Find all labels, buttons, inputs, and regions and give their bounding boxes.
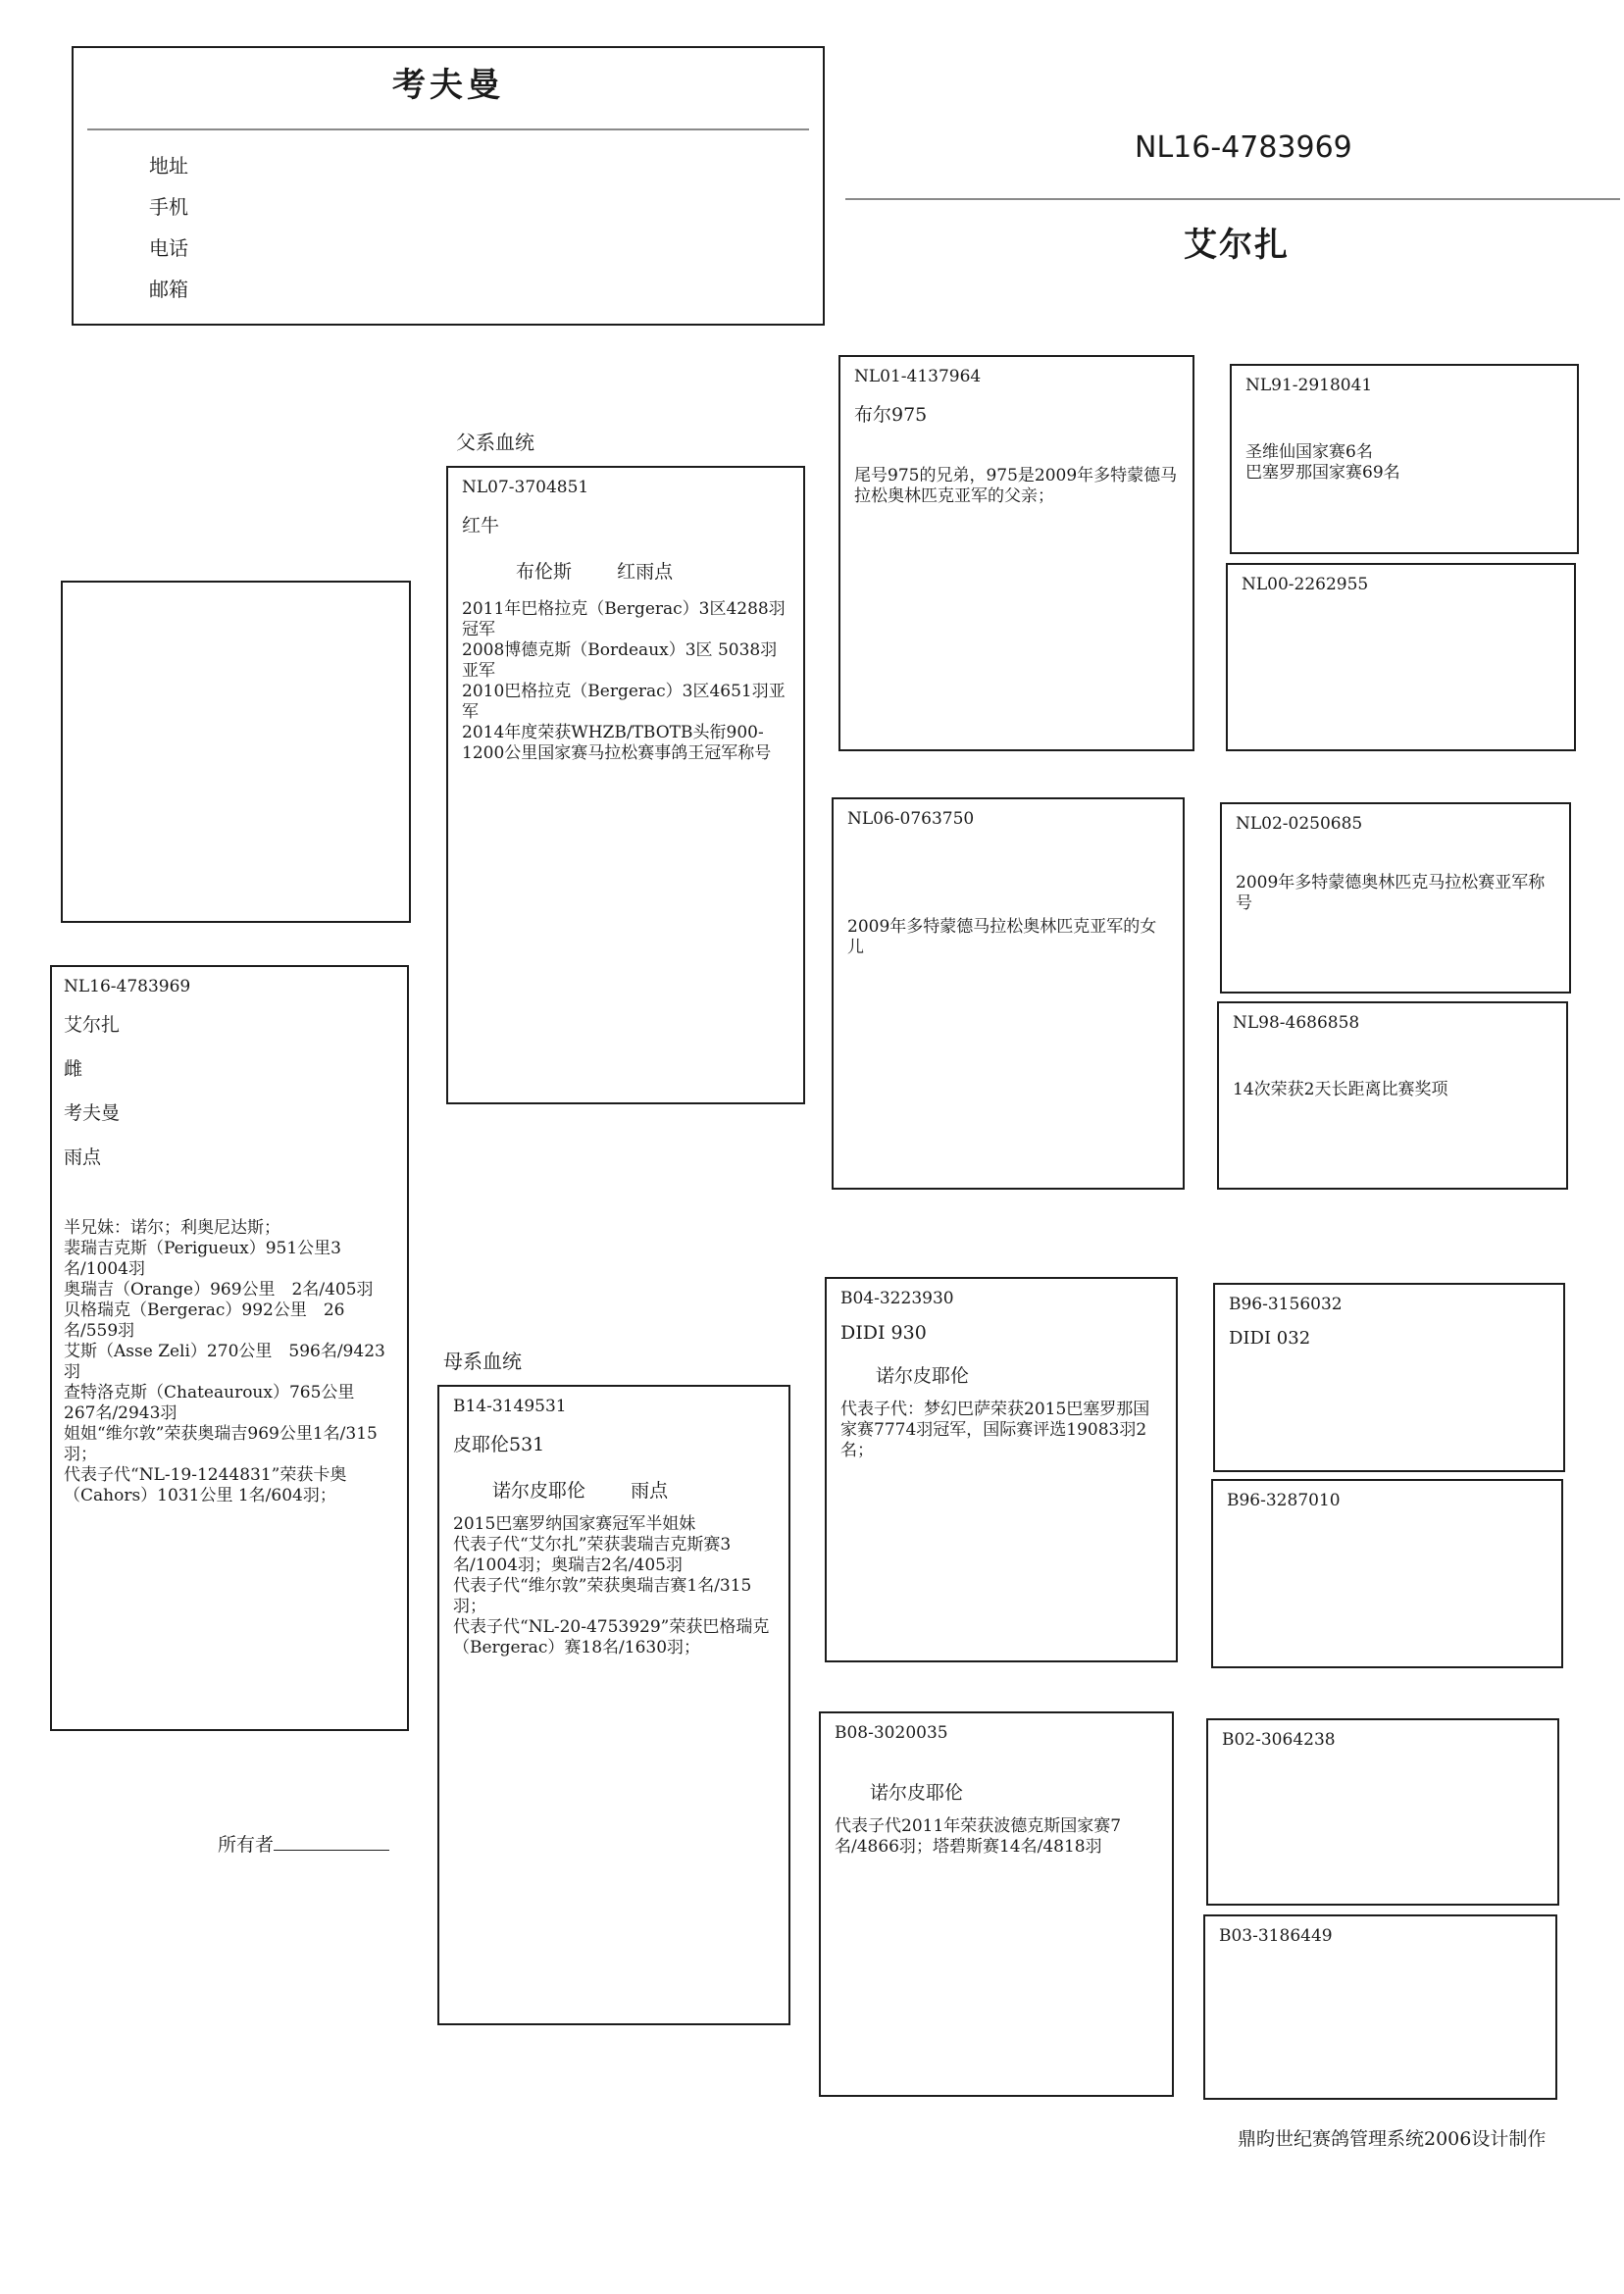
sire-note: 2008博德克斯（Bordeaux）3区 5038羽 亚军 (462, 640, 778, 681)
gen4-note: 圣维仙国家赛6名 (1245, 442, 1373, 462)
gen4-ring: NL02-0250685 (1236, 814, 1363, 834)
dam-line-label: 母系血统 (443, 1350, 522, 1373)
gen4-note: 2009年多特蒙德奥林匹克马拉松赛亚军称号 (1236, 873, 1546, 913)
sire-sire-note: 尾号975的兄弟，975是2009年多特蒙德马拉松奥林匹克亚军的父亲； (854, 466, 1178, 506)
sire-sire-ring: NL01-4137964 (854, 367, 982, 386)
subject-note: 裴瑞吉克斯（Perigueux）951公里3名/1004羽 (64, 1239, 341, 1279)
subject-note: 姐姐“维尔敦”荣获奥瑞吉969公里1名/315羽； (64, 1424, 378, 1464)
owner-signature-line (274, 1850, 389, 1851)
sire-dam-note: 2009年多特蒙德马拉松奥林匹克亚军的女儿 (847, 917, 1157, 957)
gen4-card (1230, 364, 1579, 554)
dam-dam-ring: B08-3020035 (835, 1723, 948, 1743)
sire-note: 2010巴格拉克（Bergerac）3区4651羽亚军 (462, 682, 786, 722)
subject-card (50, 965, 409, 1731)
header-ring: NL16-4783969 (1135, 130, 1352, 165)
dam-color: 雨点 (631, 1480, 669, 1502)
dam-dam-notes (835, 1816, 1158, 1858)
sire-name: 红牛 (462, 515, 500, 536)
subject-name: 艾尔扎 (64, 1014, 121, 1036)
dam-note: 代表子代“艾尔扎”荣获裴瑞吉克斯赛3名/1004羽；奥瑞吉2名/405羽 (453, 1535, 732, 1575)
gen4-card (1203, 1914, 1557, 2100)
owner-signature (218, 1830, 389, 1857)
dam-ring: B14-3149531 (453, 1397, 567, 1416)
gen4-note: 14次荣获2天长距离比赛奖项 (1233, 1080, 1448, 1099)
sire-breeder: 布伦斯 (516, 561, 573, 583)
subject-color: 雨点 (64, 1147, 102, 1168)
dam-name: 皮耶伦531 (453, 1434, 545, 1455)
dam-card (437, 1385, 790, 2025)
gen4-card (1213, 1283, 1565, 1472)
owner-field-phone: 电话 (149, 236, 188, 260)
gen4-ring: NL98-4686858 (1233, 1013, 1360, 1033)
sire-card (446, 466, 805, 1104)
header-divider (845, 198, 1620, 200)
owner-label: 所有者 (218, 1834, 275, 1856)
dam-sire-notes (840, 1400, 1162, 1461)
owner-card (72, 46, 825, 326)
sire-dam-card (832, 797, 1185, 1190)
header-name: 艾尔扎 (1184, 226, 1290, 265)
footer-credit: 鼎昀世纪赛鸽管理系统2006设计制作 (1238, 2128, 1547, 2150)
subject-breeder: 考夫曼 (64, 1102, 121, 1124)
gen4-notes (1245, 442, 1563, 484)
gen4-ring: NL91-2918041 (1245, 376, 1373, 395)
dam-note: 2015巴塞罗纳国家赛冠军半姐妹 (453, 1514, 696, 1534)
dam-note: 代表子代“NL-20-4753929”荣获巴格瑞克（Bergerac）赛18名/1630羽； (453, 1617, 770, 1657)
gen4-ring: NL00-2262955 (1242, 575, 1369, 594)
dam-breeder: 诺尔皮耶伦 (492, 1480, 586, 1502)
dam-note: 代表子代“维尔敦”荣获奥瑞吉赛1名/315羽； (453, 1576, 752, 1616)
gen4-card (1206, 1718, 1559, 1906)
gen4-ring: B02-3064238 (1222, 1730, 1336, 1750)
sire-note: 2011年巴格拉克（Bergerac）3区4288羽冠军 (462, 599, 786, 639)
sire-dam-notes (847, 917, 1169, 958)
gen4-ring: B96-3287010 (1227, 1491, 1341, 1510)
subject-note: 查特洛克斯（Chateauroux）765公里 267名/2943羽 (64, 1383, 372, 1423)
dam-sire-ring: B04-3223930 (840, 1289, 954, 1308)
sire-breeder-color (462, 557, 789, 584)
sire-color: 红雨点 (617, 561, 674, 583)
gen4-name: DIDI 032 (1229, 1328, 1311, 1349)
gen4-ring: B96-3156032 (1229, 1295, 1343, 1314)
subject-note: 艾斯（Asse Zeli）270公里 596名/9423羽 (64, 1342, 385, 1382)
sire-line-label: 父系血统 (456, 431, 534, 454)
dam-breeder-color (453, 1476, 775, 1503)
subject-note: 贝格瑞克（Bergerac）992公里 26名/559羽 (64, 1300, 345, 1341)
sire-note: 2014年度荣获WHZB/TBOTB头衔900-1200公里国家赛马拉松赛事鸽王冠军称号 (462, 723, 772, 763)
owner-field-address: 地址 (149, 154, 188, 178)
gen4-card (1226, 563, 1576, 751)
subject-ring: NL16-4783969 (64, 977, 191, 996)
gen4-notes (1236, 873, 1555, 914)
subject-note: 半兄妹：诺尔；利奥尼达斯； (64, 1218, 280, 1238)
subject-note: 奥瑞吉（Orange）969公里 2名/405羽 (64, 1280, 374, 1300)
dam-sire-name: DIDI 930 (840, 1322, 927, 1344)
sire-sire-card (838, 355, 1194, 751)
dam-sire-breeder: 诺尔皮耶伦 (876, 1365, 970, 1387)
dam-dam-card (819, 1711, 1174, 2097)
owner-card-divider (87, 128, 809, 130)
gen4-note: 巴塞罗那国家赛69名 (1245, 463, 1400, 483)
sire-dam-ring: NL06-0763750 (847, 809, 975, 829)
dam-dam-note: 代表子代2011年荣获波德克斯国家赛7名/4866羽；塔碧斯赛14名/4818羽 (835, 1816, 1122, 1857)
subject-notes (64, 1218, 395, 1506)
sire-notes (462, 599, 789, 764)
sire-sire-name: 布尔975 (854, 404, 928, 426)
gen4-card (1211, 1479, 1563, 1668)
dam-notes (453, 1514, 775, 1658)
gen4-ring: B03-3186449 (1219, 1926, 1333, 1946)
sire-ring: NL07-3704851 (462, 478, 589, 497)
photo-placeholder (61, 581, 411, 923)
sire-sire-notes (854, 466, 1179, 507)
subject-note: 代表子代“NL-19-1244831”荣获卡奥（Cahors）1031公里 1名/604羽； (64, 1465, 347, 1505)
dam-sire-note: 代表子代：梦幻巴萨荣获2015巴塞罗那国家赛7774羽冠军，国际赛评选19083羽2名； (840, 1400, 1150, 1460)
dam-sire-card (825, 1277, 1178, 1662)
owner-name: 考夫曼 (392, 66, 504, 105)
gen4-card (1217, 1001, 1568, 1190)
subject-sex: 雌 (64, 1058, 83, 1080)
owner-field-mobile: 手机 (149, 195, 188, 219)
owner-field-email: 邮箱 (149, 278, 188, 301)
dam-dam-breeder: 诺尔皮耶伦 (870, 1782, 964, 1804)
gen4-card (1220, 802, 1571, 994)
gen4-notes (1233, 1080, 1552, 1100)
